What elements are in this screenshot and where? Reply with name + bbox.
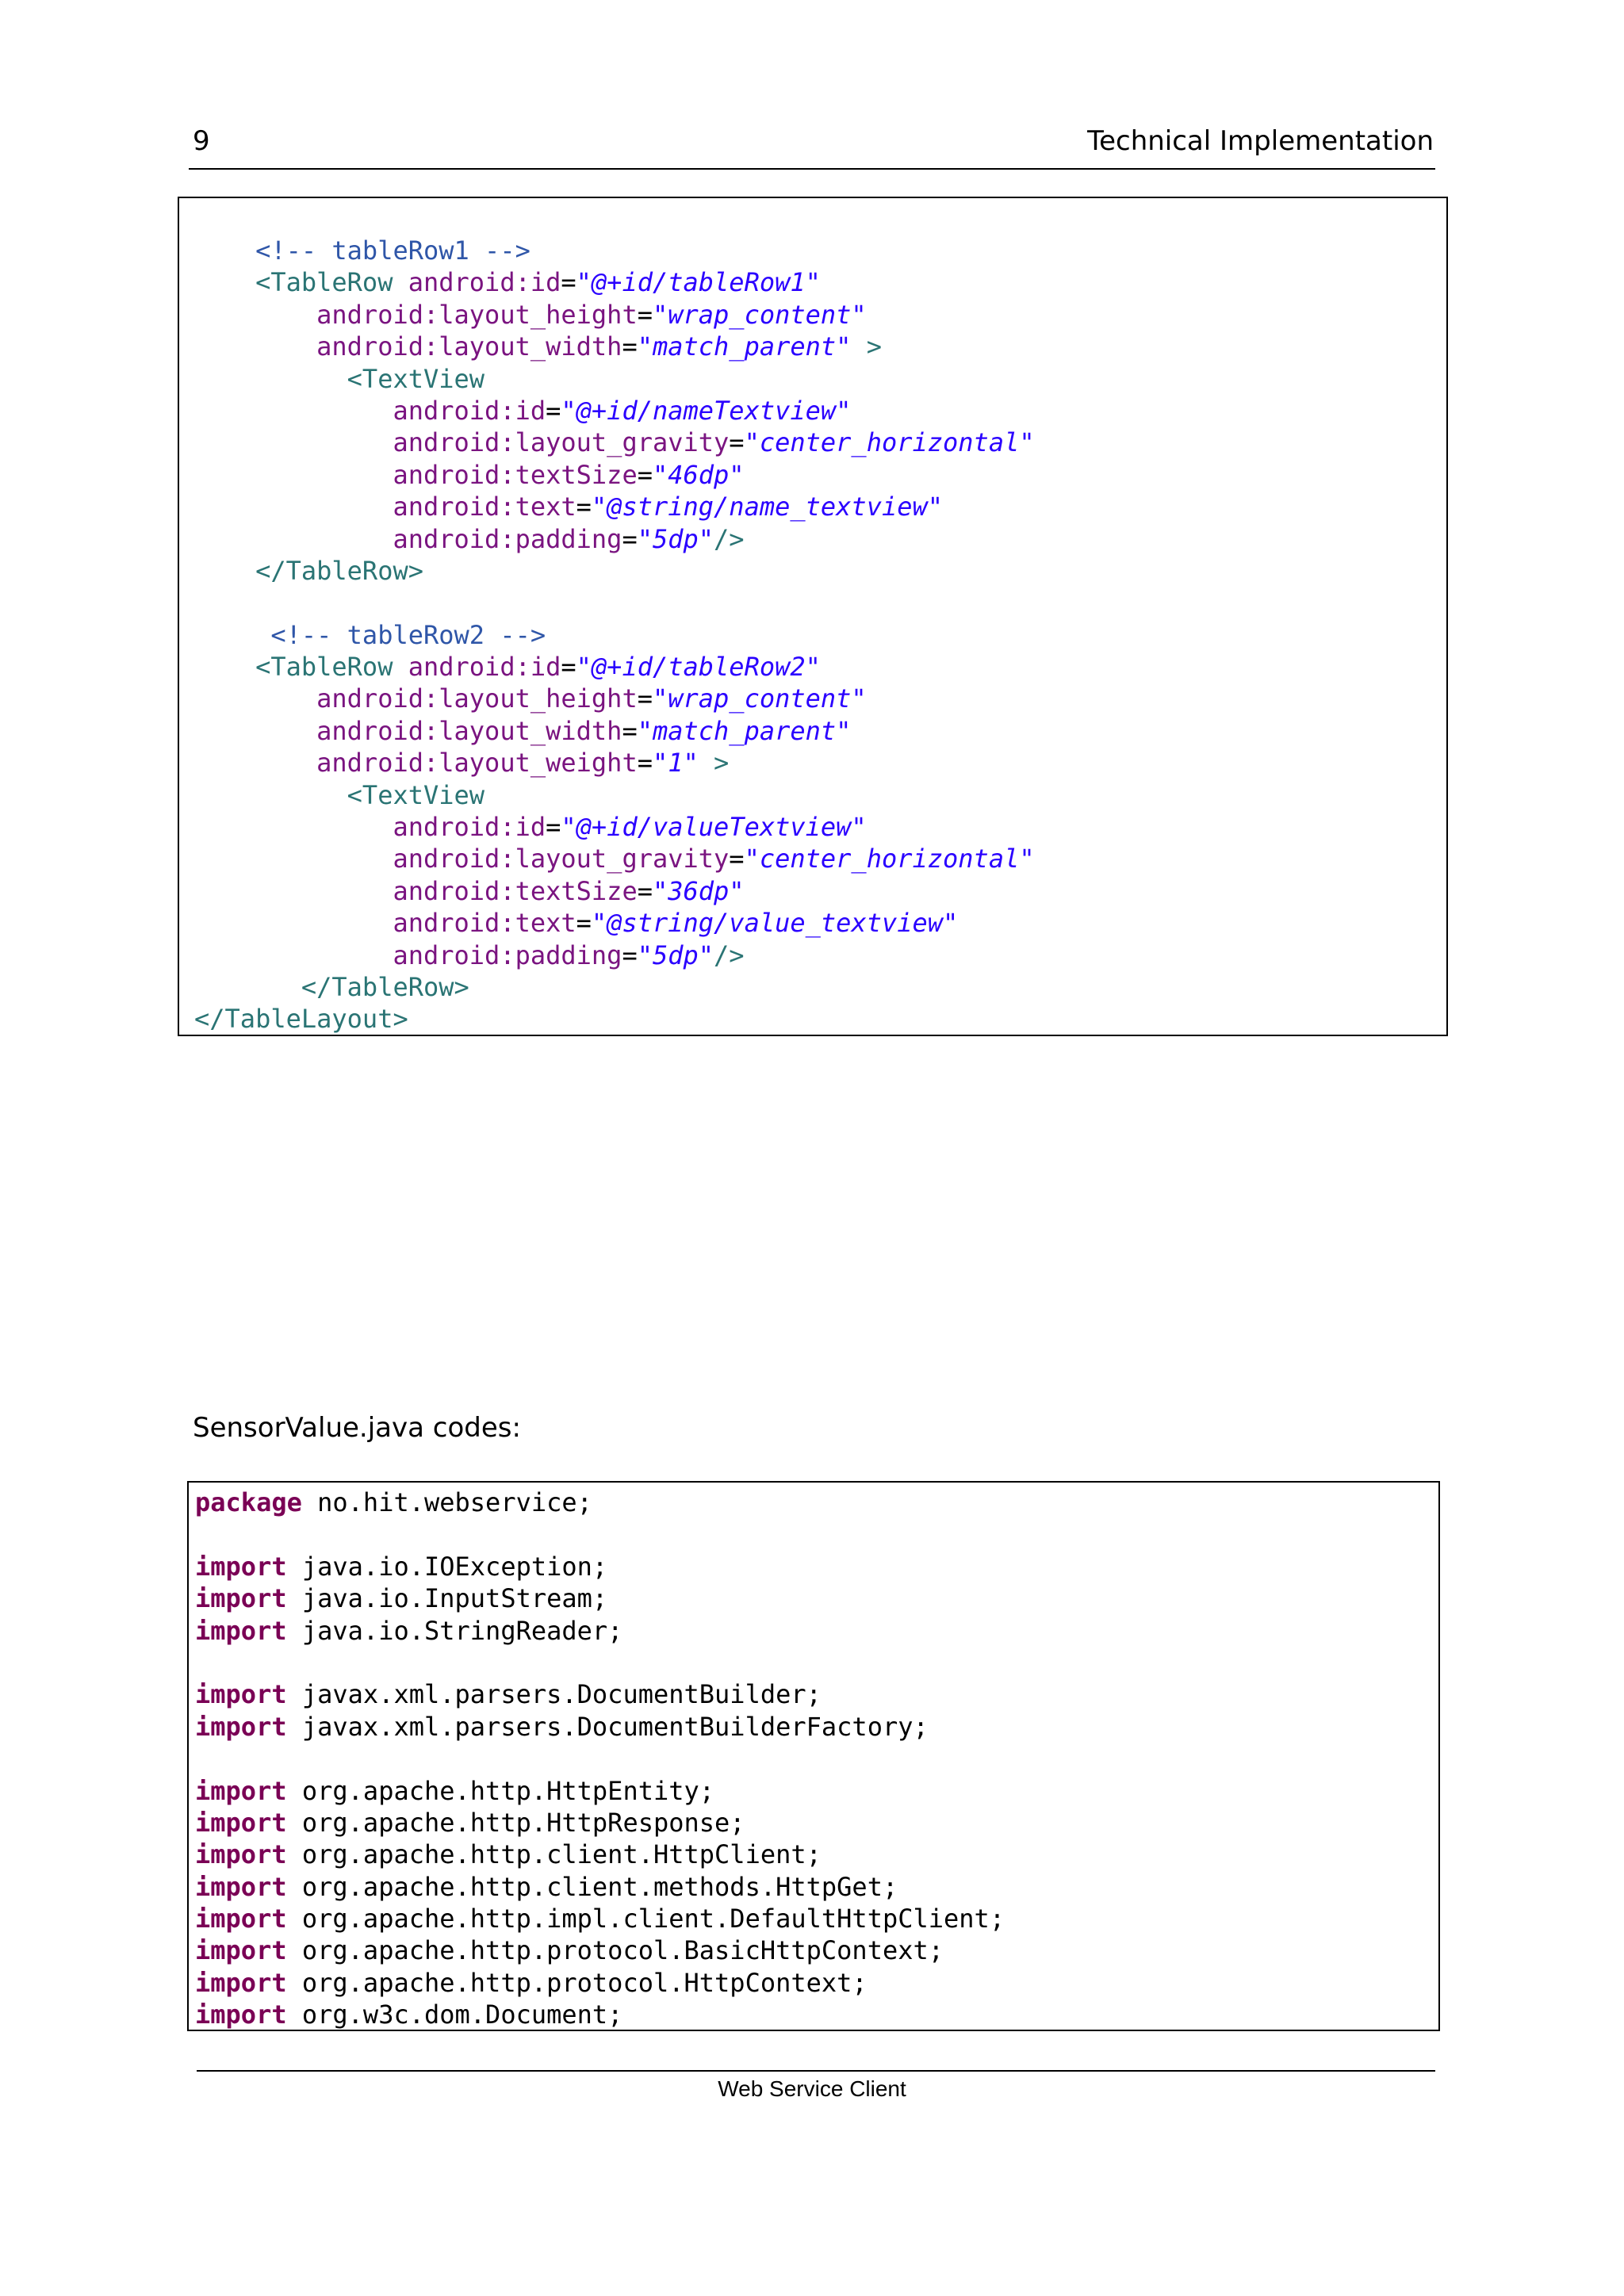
code-token-plain (194, 364, 347, 394)
code-line (195, 1487, 1438, 1518)
code-line (195, 1903, 1438, 1934)
code-line (195, 1647, 1438, 1678)
code-line (195, 1518, 1438, 1550)
code-token-keyword: import (195, 1679, 287, 1710)
code-token-keyword: import (195, 1967, 287, 1998)
code-token-plain: = (637, 748, 653, 779)
code-line (194, 683, 1446, 714)
code-token-value: "center_horizontal" (744, 427, 1035, 458)
code-token-plain (194, 972, 301, 1002)
code-token-tag: /> (714, 939, 745, 970)
code-token-plain (194, 683, 316, 714)
code-token-value: "wrap_content" (652, 299, 867, 330)
code-token-plain (194, 780, 347, 810)
code-line (194, 747, 1446, 779)
code-token-value: "center_horizontal" (744, 844, 1035, 874)
code-token-plain: = (576, 492, 592, 522)
code-token-value: "1" (652, 748, 699, 779)
code-token-keyword: import (195, 1583, 287, 1614)
code-line (194, 331, 1446, 362)
code-token-keyword: import (195, 1551, 287, 1582)
footer-divider (197, 2070, 1435, 2072)
code-token-plain (194, 427, 393, 457)
code-line (194, 779, 1446, 811)
code-token-attr: android:text (393, 492, 576, 522)
code-token-tag: /> (714, 523, 745, 554)
code-token-attr: android:id (393, 395, 546, 426)
code-token-plain: = (637, 299, 653, 330)
code-token-attr: android:layout_width (316, 715, 622, 746)
code-token-plain: = (637, 683, 653, 714)
code-token-attr: android:layout_gravity (393, 844, 730, 874)
code-token-attr: android:layout_height (316, 299, 638, 330)
code-token-plain: java.io.IOException; (286, 1551, 608, 1582)
code-token-plain (194, 876, 393, 906)
code-token-keyword: import (195, 1999, 287, 2030)
code-token-plain: = (622, 523, 638, 554)
code-line (194, 715, 1446, 747)
code-token-plain (194, 620, 270, 650)
code-token-keyword: import (195, 1615, 287, 1646)
code-line (194, 619, 1446, 651)
java-code (195, 1487, 1438, 2031)
code-token-attr: android:id (393, 652, 561, 683)
code-line (195, 1743, 1438, 1774)
code-line (195, 1807, 1438, 1839)
code-token-tag: </TableLayout> (194, 1004, 408, 1035)
code-token-attr: android:text (393, 908, 576, 939)
code-line (195, 1775, 1438, 1807)
code-line (194, 491, 1446, 522)
code-token-plain (194, 235, 255, 266)
code-token-plain: org.apache.http.protocol.HttpContext; (286, 1967, 868, 1998)
code-line (194, 587, 1446, 618)
code-line (194, 266, 1446, 298)
code-token-plain: = (546, 812, 561, 843)
code-token-plain: = (561, 652, 576, 683)
code-token-plain: = (546, 395, 561, 426)
code-token-attr: android:padding (393, 523, 622, 554)
code-token-plain: = (637, 875, 653, 906)
code-token-value: "@string/name_textview" (591, 492, 944, 522)
code-token-plain: = (576, 908, 592, 939)
section-label: SensorValue.java codes: (193, 1412, 521, 1444)
code-line (195, 1871, 1438, 1903)
code-token-plain: javax.xml.parsers.DocumentBuilderFactory; (286, 1711, 929, 1742)
code-line (194, 459, 1446, 491)
code-token-tag: </TableRow> (255, 555, 423, 586)
code-token-plain: org.apache.http.HttpResponse; (286, 1807, 745, 1838)
code-token-plain: java.io.InputStream; (286, 1583, 608, 1614)
code-token-plain: = (622, 331, 638, 362)
code-token-attr: android:padding (393, 939, 622, 970)
code-line (194, 971, 1446, 1003)
code-line (195, 1711, 1438, 1743)
code-token-plain: = (729, 427, 745, 458)
code-token-plain: javax.xml.parsers.DocumentBuilder; (286, 1679, 822, 1710)
code-line (194, 299, 1446, 331)
footer-text: Web Service Client (718, 2076, 906, 2101)
code-token-tag: <TextView (347, 779, 485, 810)
code-token-value: "46dp" (652, 459, 745, 490)
code-token-tag: <TableRow (255, 267, 393, 298)
code-token-keyword: package (195, 1487, 302, 1517)
code-token-plain: = (561, 267, 576, 298)
code-token-value: "5dp" (637, 939, 714, 970)
code-token-comment: <!-- tableRow2 --> (270, 619, 546, 650)
code-token-plain: org.apache.http.protocol.BasicHttpContext; (286, 1935, 944, 1966)
code-token-attr: android:layout_width (316, 331, 622, 362)
code-token-attr: android:layout_height (316, 683, 638, 714)
code-line (195, 1999, 1438, 2030)
code-token-keyword: import (195, 1775, 287, 1806)
code-token-plain (194, 331, 316, 362)
code-token-plain (194, 652, 255, 682)
code-line (195, 1839, 1438, 1870)
code-line (194, 875, 1446, 907)
code-token-value: "match_parent" (637, 715, 852, 746)
code-line (195, 1615, 1438, 1647)
code-line (194, 427, 1446, 458)
code-token-value: "match_parent" (637, 331, 852, 362)
code-token-keyword: import (195, 1807, 287, 1838)
code-line (194, 651, 1446, 683)
code-token-tag: <TextView (347, 363, 485, 394)
code-token-value: "@string/value_textview" (591, 908, 959, 939)
code-token-plain (194, 844, 393, 874)
code-token-plain (194, 300, 316, 330)
code-token-plain (194, 524, 393, 554)
code-line (195, 1934, 1438, 1966)
code-token-plain (194, 716, 316, 746)
code-token-value: "wrap_content" (652, 683, 867, 714)
code-token-plain: = (622, 715, 638, 746)
code-line (194, 235, 1446, 266)
code-line (194, 395, 1446, 427)
code-token-keyword: import (195, 1935, 287, 1966)
code-token-value: "@+id/tableRow2" (576, 652, 821, 683)
code-token-attr: android:id (393, 812, 546, 843)
code-token-tag: </TableRow> (301, 971, 469, 1002)
code-token-keyword: import (195, 1711, 287, 1742)
code-line (194, 843, 1446, 874)
code-line (194, 939, 1446, 971)
code-line (194, 1003, 1446, 1035)
code-token-value: "36dp" (652, 875, 745, 906)
code-line (194, 907, 1446, 939)
code-token-plain (194, 492, 393, 522)
code-token-plain: org.w3c.dom.Document; (286, 1999, 623, 2030)
code-token-plain (194, 812, 393, 842)
code-token-value: "@+id/valueTextview" (561, 812, 867, 843)
code-line (194, 363, 1446, 395)
code-line (195, 1678, 1438, 1710)
xml-code (194, 235, 1446, 1035)
chapter-title: Technical Implementation (1087, 125, 1434, 157)
code-token-attr: android:layout_weight (316, 748, 638, 779)
code-token-value: "@+id/tableRow1" (576, 267, 821, 298)
code-token-plain: java.io.StringReader; (286, 1615, 623, 1646)
code-token-plain (194, 396, 393, 426)
code-token-attr: android:textSize (393, 875, 638, 906)
code-line (194, 523, 1446, 555)
code-token-plain (194, 908, 393, 938)
code-token-plain (194, 940, 393, 970)
code-token-tag: > (851, 331, 882, 362)
code-token-plain: org.apache.http.client.methods.HttpGet; (286, 1871, 898, 1902)
code-token-keyword: import (195, 1904, 287, 1934)
code-token-plain: = (622, 939, 638, 970)
code-token-attr: android:layout_gravity (393, 427, 730, 458)
code-token-attr: android:textSize (393, 459, 638, 490)
java-code-block (187, 1481, 1440, 2031)
code-token-tag: > (698, 748, 730, 779)
code-token-plain (194, 556, 255, 586)
header-divider (189, 168, 1435, 170)
code-token-plain: org.apache.http.client.HttpClient; (286, 1839, 822, 1870)
code-token-plain: org.apache.http.impl.client.DefaultHttpClient; (286, 1904, 1005, 1934)
code-token-keyword: import (195, 1871, 287, 1902)
code-token-value: "@+id/nameTextview" (561, 395, 852, 426)
code-token-value: "5dp" (637, 523, 714, 554)
code-token-comment: <!-- tableRow1 --> (255, 235, 530, 266)
code-line (194, 555, 1446, 587)
code-token-plain: = (729, 844, 745, 874)
code-token-keyword: import (195, 1839, 287, 1870)
code-token-plain (194, 267, 255, 297)
code-token-plain (194, 748, 316, 778)
code-line (195, 1582, 1438, 1614)
code-token-attr: android:id (393, 267, 561, 298)
code-line (195, 1967, 1438, 1999)
code-token-plain: org.apache.http.HttpEntity; (286, 1775, 715, 1806)
code-token-plain: = (637, 459, 653, 490)
code-line (194, 811, 1446, 843)
code-token-plain: no.hit.webservice; (301, 1487, 592, 1517)
code-token-tag: <TableRow (255, 652, 393, 683)
code-token-plain (194, 460, 393, 490)
page-number: 9 (193, 125, 210, 157)
code-line (195, 1551, 1438, 1582)
xml-code-block (178, 197, 1448, 1036)
